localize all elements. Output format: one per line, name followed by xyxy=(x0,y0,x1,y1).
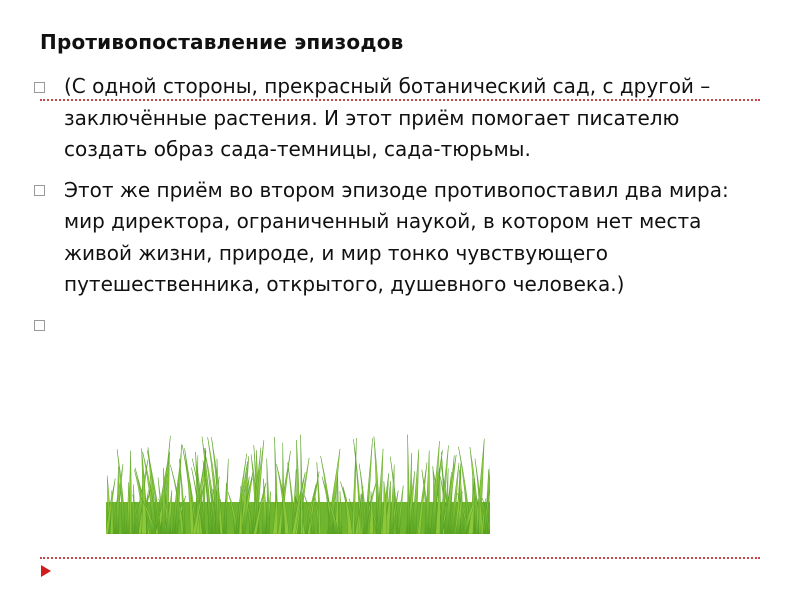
square-bullet-icon xyxy=(32,184,46,198)
square-bullet-icon xyxy=(32,80,46,94)
bullet-item-empty xyxy=(32,310,732,341)
bullet-text: Этот же приём во втором эпизоде противопоставил два мира: мир директора, ограниченный наукой, в котором нет места живой жизни, природе, и мир тонко чувствующего путешественника, открытого, душевного человека.) xyxy=(64,177,729,296)
grass-image xyxy=(106,430,490,534)
square-bullet-icon xyxy=(32,319,46,333)
slide-title: Противопоставление эпизодов xyxy=(40,30,404,54)
bullet-item xyxy=(32,175,732,301)
bullet-list xyxy=(32,64,732,350)
bullet-text: (С одной стороны, прекрасный ботанический сад, с другой – заключённые растения. И этот приём помогает писателю создать образ сада-темницы, сада-тюрьмы. xyxy=(64,74,711,161)
bullet-item xyxy=(32,71,732,166)
triangle-right-icon[interactable] xyxy=(40,565,52,577)
bottom-divider xyxy=(40,557,760,559)
